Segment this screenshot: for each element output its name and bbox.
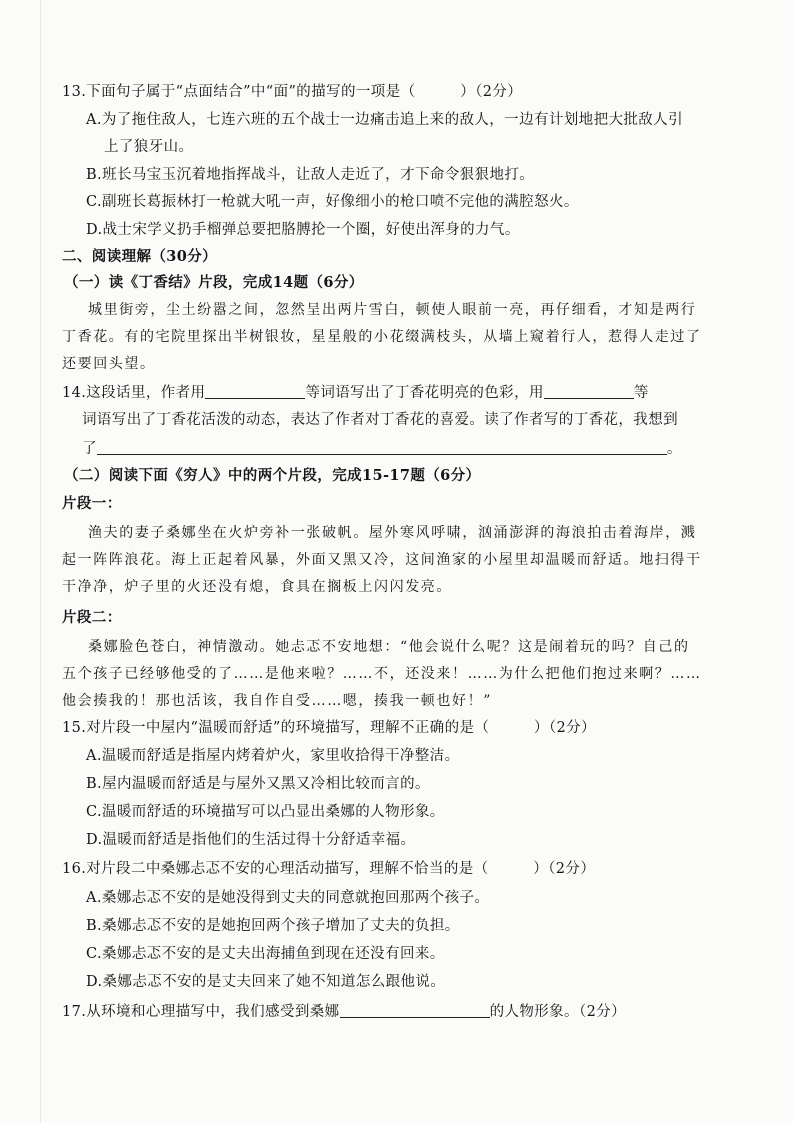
fragment2-line: 他会揍我的！那也活该，我自作自受……嗯，揍我一顿也好！”	[62, 693, 492, 709]
passage1-line: 丁香花。有的宅院里探出半树银妆，星星般的小花缀满枝头，从墙上窥着行人，惹得人走过了	[62, 329, 702, 345]
q13-option-b: B.班长马宝玉沉着地指挥战斗，让敌人走近了，才下命令狠狠地打。	[86, 167, 535, 183]
q15-option-b: B.屋内温暖而舒适是与屋外又黑又冷相比较而言的。	[86, 776, 430, 792]
q14-line-1	[62, 382, 649, 403]
fragment1-line: 干净净，炉子里的火还没有熄，食具在搁板上闪闪发亮。	[62, 579, 452, 595]
section-title: 二、阅读理解（30分）	[62, 248, 218, 265]
fragment-2-label: 片段二：	[62, 609, 122, 626]
q15-option-d: D.温暖而舒适是指他们的生活过得十分舒适幸福。	[86, 832, 416, 848]
q13-option-a-cont: 上了狼牙山。	[104, 139, 194, 155]
q13-option-a: A.为了拖住敌人，七连六班的五个战士一边痛击追上来的敌人，一边有计划地把大批敌人引	[86, 112, 683, 128]
part1-title: （一）读《丁香结》片段，完成14题（6分）	[64, 274, 364, 291]
q13-option-d: D.战士宋学义扔手榴弹总要把胳膊抡一个圈，好使出浑身的力气。	[86, 222, 520, 238]
q16-option-c: C.桑娜忐忑不安的是丈夫出海捕鱼到现在还没有回来。	[86, 946, 445, 962]
q16-option-b: B.桑娜忐忑不安的是她抱回两个孩子增加了丈夫的负担。	[86, 918, 460, 934]
fragment2-line: 五个孩子已经够他受的了……是他来啦？……不，还没来！……为什么把他们抱过来啊？……	[62, 666, 702, 682]
fragment1-line: 起一阵阵浪花。海上正起着风暴，外面又黑又冷，这间渔家的小屋里却温暖而舒适。地扫得干	[62, 552, 702, 568]
q13-option-c: C.副班长葛振林打一枪就大吼一声，好像细小的枪口喷不完他的满腔怒火。	[86, 194, 579, 210]
q14-text: 14.这段话里，作者用	[62, 385, 206, 401]
q17-text: 17.从环境和心理描写中，我们感受到桑娜	[62, 1004, 340, 1020]
q17-text: 的人物形象。（2分）	[489, 1004, 627, 1020]
q13-stem: 13.下面句子属于“点面结合”中“面”的描写的一项是（ ）（2分）	[62, 84, 523, 100]
part2-title: （二）阅读下面《穷人》中的两个片段，完成15-17题（6分）	[64, 467, 481, 484]
answer-blank[interactable]	[97, 438, 667, 455]
scan-edge	[40, 0, 41, 1123]
q14-line-3	[82, 438, 682, 459]
q17-line	[62, 1001, 626, 1022]
q15-stem: 15.对片段一中屋内“温暖而舒适”的环境描写，理解不正确的是（ ）（2分）	[62, 720, 596, 736]
q14-text: 等词语写出了丁香花明亮的色彩，用	[305, 385, 544, 401]
fragment2-line: 桑娜脸色苍白，神情激动。她忐忑不安地想：“他会说什么呢？这是闹着玩的吗？自己的	[88, 639, 690, 655]
q16-stem: 16.对片段二中桑娜忐忑不安的心理活动描写，理解不恰当的是（ ）（2分）	[62, 861, 596, 877]
q14-line-2: 词语写出了丁香花活泼的动态，表达了作者对丁香花的喜爱。读了作者写的丁香花，我想到	[82, 412, 678, 428]
fragment-1-label: 片段一：	[62, 495, 122, 512]
q16-option-d: D.桑娜忐忑不安的是丈夫回来了她不知道怎么跟他说。	[86, 974, 446, 990]
q15-option-c: C.温暖而舒适的环境描写可以凸显出桑娜的人物形象。	[86, 804, 445, 820]
q15-option-a: A.温暖而舒适是指屋内烤着炉火，家里收拾得干净整洁。	[86, 748, 460, 764]
answer-blank[interactable]	[205, 382, 305, 399]
q14-text: 。	[666, 441, 682, 457]
answer-blank[interactable]	[544, 382, 634, 399]
q14-text: 了	[82, 441, 97, 457]
passage1-line: 还要回头望。	[62, 356, 156, 372]
answer-blank[interactable]	[340, 1001, 490, 1018]
q14-text: 等	[633, 385, 649, 401]
passage1-line: 城里街旁，尘土纷嚣之间，忽然呈出两片雪白，顿使人眼前一亮，再仔细看，才知是两行	[88, 302, 697, 318]
q16-option-a: A.桑娜忐忑不安的是她没得到丈夫的同意就抱回那两个孩子。	[86, 890, 490, 906]
fragment1-line: 渔夫的妻子桑娜坐在火炉旁补一张破帆。屋外寒风呼啸，汹涌澎湃的海浪拍击着海岸，溅	[88, 525, 697, 541]
